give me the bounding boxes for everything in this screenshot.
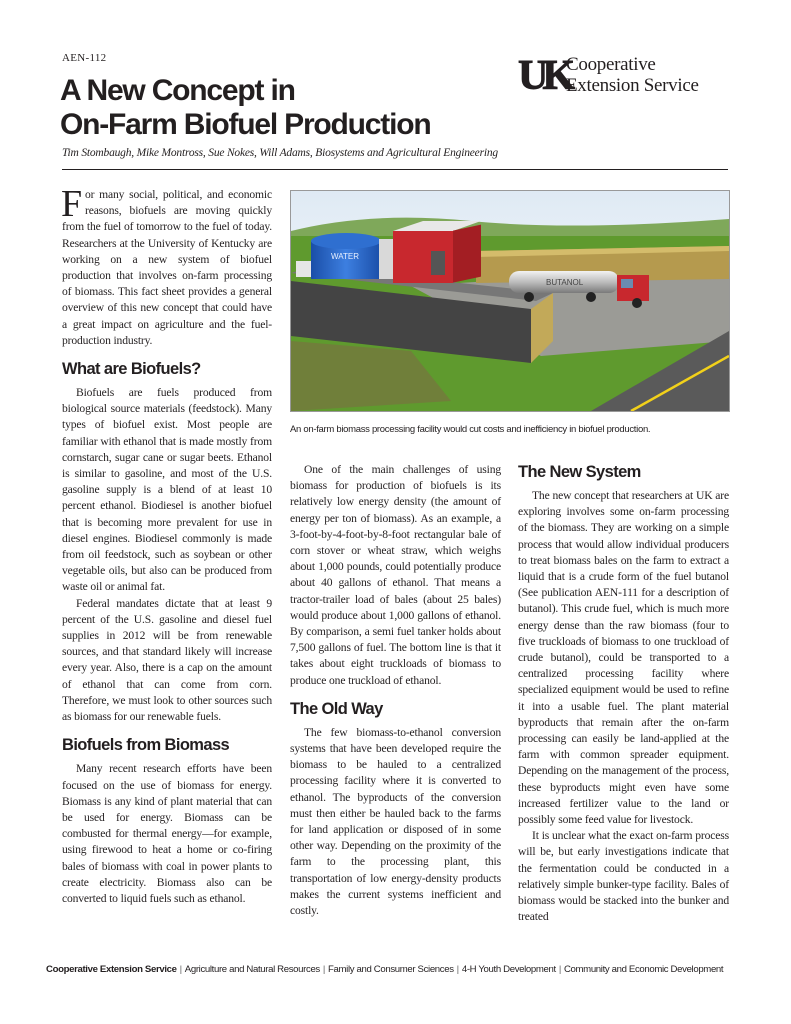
figure-caption: An on-farm biomass processing facility would cut costs and inefficiency in biofuel production.: [290, 424, 651, 435]
biomass-facility-illustration: [290, 190, 730, 412]
paragraph: The few biomass-to-ethanol conversion systems that have been developed require the biomass to be hauled to a centralized processing facility where it is converted to ethanol. The byproducts of the conversion must then either be hauled back to the farms for land application or disposed of in some other way. Depending on the proximity of the farm to the processing plant, this transportation of low energy-density products makes the current systems inefficient and costly.: [290, 725, 501, 918]
column-2: [290, 462, 501, 919]
heading-the-new-system: The New System: [518, 463, 641, 481]
logo-text-line-2: Extension Service: [566, 75, 699, 96]
footer-item: Family and Consumer Sciences: [328, 964, 454, 975]
column-1: [61, 183, 272, 907]
footer-separator: |: [456, 964, 459, 975]
publication-number: AEN-112: [62, 52, 107, 64]
heading-biofuels-from-biomass: Biofuels from Biomass: [62, 736, 230, 755]
paragraph: Federal mandates dictate that at least 9 percent of the U.S. gasoline and diesel fuel supplies in 2012 will be from renewable sources, and that standard likely will increase every year. Also, there is a cap on the amount of ethanol that can come from corn. Therefore, we must look to other sources such as biomass for our renewable fuels.: [62, 596, 272, 724]
logo-text: [566, 54, 699, 96]
column-3: [518, 462, 729, 925]
footer-org: Cooperative Extension Service: [46, 964, 177, 975]
heading-the-old-way: The Old Way: [290, 699, 383, 718]
intro-text: or many social, political, and economic reasons, biofuels are moving quickly from the fuel of tomorrow to the fuel of today. Researchers at the University of Kentucky are working on a new system of biofuel production that involves on-farm processing of biomass. This fact sheet provides a general overview of this new concept that could have a great impact on agriculture and the fuel-production industry.: [62, 188, 272, 347]
uk-logo-letters: UK: [518, 53, 569, 96]
paragraph: Many recent research efforts have been focused on the use of biomass for energy. Biomass is any kind of plant material that can be used for energy. Biomass can be combusted for thermal energy—for example, using firewood to heat a home or co-firing bales of biomass with coal in power plants to create electricity. Biomass also can be converted to liquid fuels such as ethanol.: [62, 762, 272, 905]
drop-cap: F: [61, 183, 82, 225]
tanker-label: BUTANOL: [546, 278, 584, 287]
water-tank: [311, 233, 381, 279]
water-tank-label: WATER: [331, 252, 359, 261]
paragraph: Biofuels are fuels produced from biological source materials (feedstock). Many types of biofuel exist. Most people are familiar with ethanol that is made mostly from cornstarch, sugar cane or sugar beets. Ethanol is similar to gasoline, and most of the U.S. gasoline supply is a blend of at least 10 percent ethanol. Biodiesel is another biofuel that is becoming more prevalent for use in diesel engines. Biodiesel commonly is made from oil feedstock, such as soybean or other vegetable oils, but also can be produced from waste oil or animal fat.: [62, 386, 272, 594]
footer: [46, 964, 723, 975]
title-line-1: A New Concept in: [60, 74, 295, 107]
logo-text-line-1: Cooperative: [566, 54, 656, 75]
footer-item: Agriculture and Natural Resources: [184, 964, 320, 975]
paragraph: The new concept that researchers at UK are exploring involves some on-farm processing of the biomass. They are working on a simple process that would allow individual producers to treat biomass bales on the farm to extract a liquid that is a crude form of the fuel butanol (See publication AEN-111 for a description of butanol). This crude fuel, which is much more energy dense than the raw biomass (four to five truckloads of biomass to one truckload of crude butanol), could be transported to a centralized processing facility where specialized equipment would be used to refine it into a usable fuel. The plant material byproducts that remain after the on-farm processing can easily be land-applied at the farm with common spreader equipment. Depending on the management of the process, these byproducts might even have some increased fertilizer value to the land or possibly some feed value for livestock.: [518, 489, 729, 827]
heading-what-are-biofuels: What are Biofuels?: [62, 360, 201, 379]
silo: [379, 239, 393, 279]
footer-separator: |: [558, 964, 561, 975]
footer-item: 4-H Youth Development: [461, 964, 556, 975]
intro-paragraph: [61, 183, 272, 349]
header-rule: [62, 169, 728, 170]
processing-building: [393, 221, 481, 283]
authors-line: Tim Stombaugh, Mike Montross, Sue Nokes, Will Adams, Biosystems and Agricultural Engineering: [62, 147, 498, 159]
footer-separator: |: [322, 964, 326, 975]
footer-separator: |: [179, 964, 182, 975]
title-line-2: On-Farm Biofuel Production: [60, 108, 431, 141]
paragraph: One of the main challenges of using biomass for production of biofuels is its relatively low energy density (the amount of energy per ton of biomass). As an example, a 3-foot-by-4-foot-by-8-foot rectangular bale of corn stover or wheat straw, which weighs about 1,000 pounds, could potentially produce about 40 gallons of ethanol. That means a tractor-trailer load of bales (about 25 bales) would produce about 1,000 gallons of ethanol. By comparison, a semi fuel tanker holds about 7,500 gallons of fuel. The bottom line is that it takes about eight truckloads of biomass to produce one truckload of ethanol.: [290, 463, 501, 687]
footer-item: Community and Economic Development: [563, 964, 724, 975]
paragraph: It is unclear what the exact on-farm process will be, but early investigations indicate that the fermentation could be conducted in a relatively simple bunker-type facility. Bales of biomass would be stacked into the bunker and treated: [518, 829, 729, 924]
page-title: [60, 74, 430, 142]
